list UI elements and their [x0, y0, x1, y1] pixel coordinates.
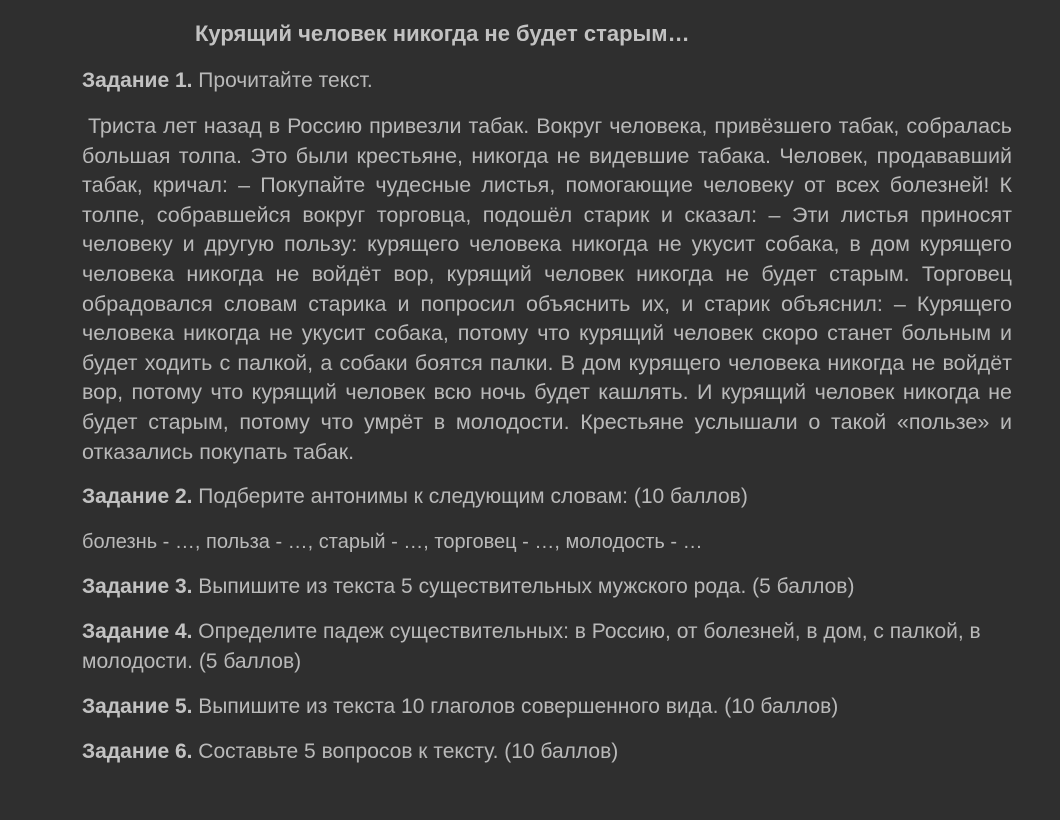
antonyms-list: болезнь - …, польза - …, старый - …, торговец - …, молодость - …	[82, 531, 703, 554]
task-6-text: Составьте 5 вопросов к тексту. (10 баллов)	[192, 740, 619, 764]
task-6-label: Задание 6.	[82, 740, 193, 764]
task-4	[82, 617, 1012, 677]
task-5-label: Задание 5.	[82, 695, 193, 719]
task-1-label: Задание 1.	[82, 69, 193, 92]
task-6	[82, 737, 1012, 767]
document-page	[82, 0, 1012, 767]
task-3-text: Выпишите из текста 5 существительных мужского рода. (5 баллов)	[192, 575, 855, 599]
task-2-label: Задание 2.	[82, 485, 193, 509]
task-5	[82, 692, 1012, 722]
task-3-label: Задание 3.	[82, 575, 193, 599]
task-2-text: Подберите антонимы к следующим словам: (10 баллов)	[192, 485, 748, 509]
task-5-text: Выпишите из текста 10 глаголов совершенного вида. (10 баллов)	[192, 695, 839, 719]
task-1-text: Прочитайте текст.	[192, 69, 373, 92]
task-4-text: Определите падеж существительных: в Россию, от болезней, в дом, с палкой, в молодости. (5 баллов)	[82, 620, 981, 674]
story-text: Триста лет назад в Россию привезли табак. Вокруг человека, привёзшего табак, собралась большая толпа. Это были крестьяне, никогда не видевшие табака. Человек, продававший табак, кричал: – Покупайте чудесные листья, помогающие человеку от всех болезней! К толпе, собравшейся вокруг торговца, подошёл старик и сказал: – Эти листья приносят человеку и другую пользу: курящего человека никогда не укусит собака, в дом курящего человека никогда не войдёт вор, курящий человек никогда не будет старым. Торговец обрадовался словам старика и попросил объяснить их, и старик объяснил: – Курящего человека никогда не укусит собака, потому что курящий человек скоро станет больным и будет ходить с палкой, а собаки боятся палки. В дом курящего человека никогда не войдёт вор, потому что курящий человек всю ночь будет кашлять. И курящий человек никогда не будет старым, потому что умрёт в молодости. Крестьяне услышали о такой «пользе» и отказались покупать табак.	[82, 114, 1012, 464]
task-1	[82, 66, 1012, 96]
task-2	[82, 482, 1012, 512]
task-3	[82, 572, 1012, 602]
document-title: Курящий человек никогда не будет старым…	[195, 21, 690, 46]
task-4-label: Задание 4.	[82, 620, 193, 644]
